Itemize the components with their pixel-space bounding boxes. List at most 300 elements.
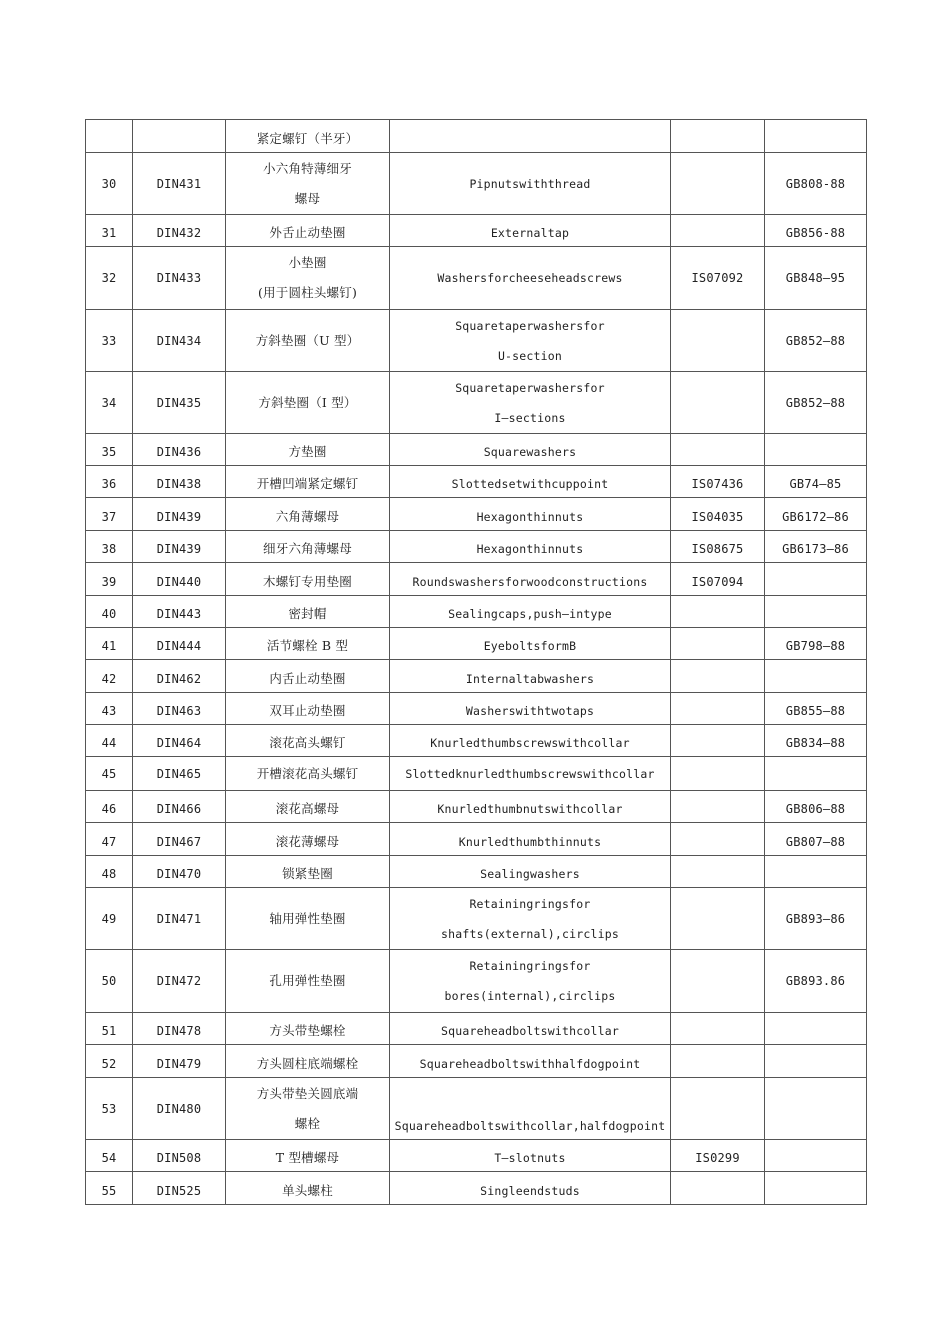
row-number-cell-line1: 47 — [101, 835, 117, 849]
english-name-cell-line1: Singleendstuds — [480, 1184, 580, 1198]
english-name-cell-line1: Squareheadboltswithhalfdogpoint — [419, 1057, 641, 1071]
iso-code-cell — [671, 628, 765, 660]
chinese-name-cell-line1: 开槽凹端紧定螺钉 — [256, 476, 359, 491]
chinese-name-cell — [226, 1045, 390, 1078]
english-name-cell — [390, 372, 671, 434]
english-name-cell — [390, 1078, 671, 1140]
english-name-cell — [390, 791, 671, 823]
row-number-cell-line1: 34 — [101, 395, 117, 410]
din-code-cell — [133, 791, 226, 823]
english-name-cell-line1: Knurledthumbscrewswithcollar — [430, 736, 630, 750]
table-row — [86, 791, 867, 823]
din-code-cell-line1: DIN443 — [156, 607, 202, 621]
english-name-cell-line1: Squaretaperwashersfor — [455, 318, 605, 333]
row-number-cell — [86, 434, 133, 466]
row-number-cell — [86, 791, 133, 823]
table-row — [86, 1045, 867, 1078]
din-code-cell — [133, 856, 226, 888]
table-row — [86, 120, 867, 153]
english-name-cell-line1: Slottedsetwithcuppoint — [451, 477, 609, 491]
gb-code-cell — [765, 153, 867, 215]
english-name-cell-line1: EyeboltsformB — [483, 639, 577, 653]
row-number-cell-line1: 49 — [101, 911, 117, 926]
gb-code-cell — [765, 757, 867, 791]
chinese-name-cell-line1: 开槽滚花高头螺钉 — [256, 765, 359, 781]
table-row — [86, 1172, 867, 1205]
din-code-cell-line1: DIN471 — [156, 911, 202, 926]
english-name-cell — [390, 120, 671, 153]
english-name-cell-line2: bores(internal),circlips — [444, 989, 616, 1003]
chinese-name-cell-line1: 活节螺栓 B 型 — [266, 638, 349, 653]
chinese-name-cell-line1: 单头螺柱 — [282, 1183, 333, 1198]
english-name-cell-line1: Hexagonthinnuts — [476, 542, 584, 556]
row-number-cell — [86, 950, 133, 1013]
english-name-cell-line1: Washerswithtwotaps — [465, 704, 595, 718]
iso-code-cell — [671, 1078, 765, 1140]
din-code-cell-line1: DIN431 — [156, 176, 202, 191]
table-row — [86, 1078, 867, 1140]
iso-code-cell — [671, 1140, 765, 1172]
row-number-cell-line1: 53 — [101, 1101, 117, 1116]
row-number-cell — [86, 628, 133, 660]
english-name-cell — [390, 856, 671, 888]
din-code-cell — [133, 434, 226, 466]
gb-code-cell-line1: GB856-88 — [785, 226, 846, 240]
iso-code-cell — [671, 1045, 765, 1078]
gb-code-cell-line1: GB893.86 — [785, 974, 846, 988]
english-name-cell-line1: Pipnutswiththread — [469, 176, 591, 191]
din-code-cell-line1: DIN433 — [156, 271, 202, 285]
din-code-cell — [133, 1078, 226, 1140]
chinese-name-cell — [226, 596, 390, 628]
row-number-cell-line1: 33 — [101, 333, 117, 348]
chinese-name-cell — [226, 120, 390, 153]
gb-code-cell-line1: GB848—95 — [785, 271, 846, 285]
chinese-name-cell — [226, 531, 390, 563]
gb-code-cell — [765, 372, 867, 434]
english-name-cell — [390, 1013, 671, 1045]
row-number-cell — [86, 153, 133, 215]
row-number-cell-line1: 52 — [101, 1057, 117, 1071]
iso-code-cell — [671, 153, 765, 215]
din-code-cell-line1: DIN444 — [156, 639, 202, 653]
english-name-cell-line1: Knurledthumbnutswithcollar — [437, 802, 623, 816]
gb-code-cell-line1: GB6173—86 — [782, 542, 849, 556]
chinese-name-cell — [226, 215, 390, 247]
row-number-cell — [86, 563, 133, 596]
english-name-cell — [390, 498, 671, 531]
english-name-cell-line1: Roundswashersforwoodconstructions — [412, 575, 648, 589]
chinese-name-cell — [226, 950, 390, 1013]
table-row — [86, 856, 867, 888]
row-number-cell — [86, 466, 133, 498]
english-name-cell — [390, 466, 671, 498]
row-number-cell-line1: 44 — [101, 736, 117, 750]
gb-code-cell — [765, 531, 867, 563]
iso-code-cell — [671, 215, 765, 247]
table-row — [86, 434, 867, 466]
english-name-cell — [390, 434, 671, 466]
chinese-name-cell-line1: 锁紧垫圈 — [282, 866, 333, 881]
table-row — [86, 153, 867, 215]
din-code-cell-line1: DIN435 — [156, 395, 202, 410]
iso-code-cell — [671, 1013, 765, 1045]
chinese-name-cell-line1: 六角薄螺母 — [275, 509, 340, 524]
gb-code-cell — [765, 563, 867, 596]
iso-code-cell — [671, 1172, 765, 1205]
table-row — [86, 693, 867, 725]
din-code-cell — [133, 1013, 226, 1045]
chinese-name-cell-line1: 滚花高螺母 — [275, 801, 340, 816]
row-number-cell — [86, 247, 133, 310]
gb-code-cell — [765, 725, 867, 757]
english-name-cell — [390, 693, 671, 725]
row-number-cell — [86, 1078, 133, 1140]
row-number-cell — [86, 1140, 133, 1172]
row-number-cell-line1: 46 — [101, 802, 117, 816]
gb-code-cell — [765, 1078, 867, 1140]
iso-code-cell — [671, 757, 765, 791]
din-code-cell-line1: DIN478 — [156, 1024, 202, 1038]
gb-code-cell — [765, 628, 867, 660]
chinese-name-cell — [226, 1013, 390, 1045]
row-number-cell-line1: 42 — [101, 672, 117, 686]
din-code-cell-line1: DIN440 — [156, 575, 202, 589]
din-code-cell-line1: DIN465 — [156, 766, 202, 781]
table-row — [86, 498, 867, 531]
gb-code-cell-line1: GB893—86 — [785, 911, 846, 926]
row-number-cell-line1: 48 — [101, 867, 117, 881]
english-name-cell-line2: I—sections — [494, 410, 566, 425]
gb-code-cell — [765, 1013, 867, 1045]
chinese-name-cell — [226, 725, 390, 757]
english-name-cell — [390, 153, 671, 215]
english-name-cell — [390, 310, 671, 372]
row-number-cell — [86, 1045, 133, 1078]
chinese-name-cell — [226, 1078, 390, 1140]
din-code-cell — [133, 823, 226, 856]
din-code-cell — [133, 153, 226, 215]
chinese-name-cell — [226, 791, 390, 823]
chinese-name-cell — [226, 757, 390, 791]
chinese-name-cell — [226, 1140, 390, 1172]
row-number-cell-line1: 41 — [101, 639, 117, 653]
gb-code-cell — [765, 823, 867, 856]
chinese-name-cell — [226, 660, 390, 693]
table-row — [86, 725, 867, 757]
din-code-cell-line1: DIN525 — [156, 1184, 202, 1198]
english-name-cell-line1: Sealingcaps,push—intype — [448, 607, 612, 621]
row-number-cell — [86, 531, 133, 563]
table-row — [86, 215, 867, 247]
table-row — [86, 247, 867, 310]
gb-code-cell-line1: GB74—85 — [789, 477, 842, 491]
table-row — [86, 372, 867, 434]
chinese-name-cell — [226, 628, 390, 660]
row-number-cell — [86, 372, 133, 434]
row-number-cell-line1: 39 — [101, 575, 117, 589]
gb-code-cell — [765, 310, 867, 372]
din-code-cell-line1: DIN439 — [156, 510, 202, 524]
iso-code-cell — [671, 856, 765, 888]
iso-code-cell — [671, 120, 765, 153]
english-name-cell — [390, 1045, 671, 1078]
chinese-name-cell-line1: 滚花薄螺母 — [275, 834, 340, 849]
chinese-name-cell-line1: T 型槽螺母 — [275, 1150, 340, 1165]
din-code-cell-line1: DIN479 — [156, 1057, 202, 1071]
table-body — [86, 120, 867, 1205]
row-number-cell-line1: 32 — [101, 271, 117, 285]
gb-code-cell — [765, 856, 867, 888]
english-name-cell-line1: Squareheadboltswithcollar,halfdogpoint — [394, 1119, 666, 1133]
english-name-cell-line1: Externaltap — [490, 226, 570, 240]
table-row — [86, 466, 867, 498]
chinese-name-cell-line1: 方头带垫螺栓 — [269, 1023, 346, 1038]
iso-code-cell — [671, 725, 765, 757]
english-name-cell-line1: Internaltabwashers — [465, 672, 595, 686]
chinese-name-cell — [226, 856, 390, 888]
gb-code-cell-line1: GB798—88 — [785, 639, 846, 653]
chinese-name-cell-line1: 密封帽 — [288, 606, 327, 621]
english-name-cell-line1: Retainingringsfor — [469, 896, 591, 911]
english-name-cell-line1: Hexagonthinnuts — [476, 510, 584, 524]
row-number-cell-line1: 36 — [101, 477, 117, 491]
din-code-cell — [133, 563, 226, 596]
english-name-cell-line1: T—slotnuts — [494, 1151, 566, 1165]
row-number-cell-line1: 51 — [101, 1024, 117, 1038]
chinese-name-cell — [226, 498, 390, 531]
table-row — [86, 563, 867, 596]
chinese-name-cell-line1: 方头带垫关圆底端 — [256, 1085, 359, 1101]
iso-code-cell-line1: IS0299 — [695, 1151, 740, 1165]
din-code-cell — [133, 757, 226, 791]
gb-code-cell — [765, 247, 867, 310]
row-number-cell-line1: 30 — [101, 176, 117, 191]
iso-code-cell — [671, 823, 765, 856]
english-name-cell — [390, 757, 671, 791]
din-code-cell-line1: DIN480 — [156, 1101, 202, 1116]
chinese-name-cell-line1: 小六角特薄细牙 — [263, 160, 352, 176]
din-code-cell — [133, 498, 226, 531]
iso-code-cell — [671, 434, 765, 466]
iso-code-cell — [671, 372, 765, 434]
row-number-cell-line1: 37 — [101, 510, 117, 524]
table-row — [86, 1140, 867, 1172]
iso-code-cell — [671, 466, 765, 498]
english-name-cell-line1: Washersforcheeseheadscrews — [437, 271, 623, 285]
din-code-cell-line1: DIN466 — [156, 802, 202, 816]
chinese-name-cell — [226, 823, 390, 856]
din-code-cell — [133, 693, 226, 725]
row-number-cell-line1: 40 — [101, 607, 117, 621]
row-number-cell-line1: 31 — [101, 226, 117, 240]
din-code-cell — [133, 247, 226, 310]
chinese-name-cell — [226, 434, 390, 466]
iso-code-cell — [671, 950, 765, 1013]
english-name-cell-line1: Squareheadboltswithcollar — [440, 1024, 620, 1038]
din-code-cell-line1: DIN470 — [156, 867, 202, 881]
iso-code-cell — [671, 596, 765, 628]
chinese-name-cell-line1: 双耳止动垫圈 — [269, 703, 346, 718]
din-code-cell-line1: DIN432 — [156, 226, 202, 240]
table-row — [86, 531, 867, 563]
row-number-cell — [86, 888, 133, 950]
gb-code-cell — [765, 215, 867, 247]
gb-code-cell — [765, 1172, 867, 1205]
row-number-cell-line1: 35 — [101, 445, 117, 459]
din-code-cell — [133, 660, 226, 693]
chinese-name-cell-line1: 小垫圈 — [288, 255, 327, 270]
din-code-cell — [133, 725, 226, 757]
gb-code-cell — [765, 660, 867, 693]
english-name-cell-line1: Slottedknurledthumbscrewswithcollar — [405, 766, 655, 781]
gb-code-cell — [765, 1045, 867, 1078]
gb-code-cell — [765, 466, 867, 498]
gb-code-cell — [765, 888, 867, 950]
chinese-name-cell-line2: 螺母 — [294, 190, 321, 206]
chinese-name-cell-line1: 方头圆柱底端螺栓 — [256, 1056, 359, 1071]
din-code-cell-line1: DIN436 — [156, 445, 202, 459]
din-code-cell-line1: DIN463 — [156, 704, 202, 718]
gb-code-cell — [765, 1140, 867, 1172]
din-code-cell — [133, 1172, 226, 1205]
din-code-cell-line1: DIN467 — [156, 835, 202, 849]
iso-code-cell — [671, 310, 765, 372]
iso-code-cell-line1: IS07436 — [691, 477, 744, 491]
din-code-cell-line1: DIN438 — [156, 477, 202, 491]
chinese-name-cell-line1: 方垫圈 — [288, 444, 327, 459]
row-number-cell-line1: 43 — [101, 704, 117, 718]
iso-code-cell-line1: IS04035 — [691, 510, 744, 524]
table-row — [86, 310, 867, 372]
table-row — [86, 596, 867, 628]
english-name-cell — [390, 725, 671, 757]
gb-code-cell-line1: GB834—88 — [785, 736, 846, 750]
english-name-cell — [390, 215, 671, 247]
iso-code-cell — [671, 498, 765, 531]
iso-code-cell — [671, 563, 765, 596]
chinese-name-cell-line2: 螺栓 — [294, 1115, 321, 1131]
chinese-name-cell-line1: 内舌止动垫圈 — [269, 671, 346, 686]
english-name-cell — [390, 888, 671, 950]
din-code-cell-line1: DIN462 — [156, 672, 202, 686]
chinese-name-cell — [226, 247, 390, 310]
iso-code-cell-line1: IS08675 — [691, 542, 744, 556]
chinese-name-cell — [226, 1172, 390, 1205]
row-number-cell — [86, 498, 133, 531]
chinese-name-cell — [226, 888, 390, 950]
chinese-name-cell-line1: 轴用弹性垫圈 — [269, 910, 346, 926]
din-code-cell — [133, 628, 226, 660]
gb-code-cell-line1: GB852—88 — [785, 333, 846, 348]
iso-code-cell — [671, 888, 765, 950]
chinese-name-cell-line1: 方斜垫圈（U 型） — [255, 332, 360, 348]
table-row — [86, 888, 867, 950]
row-number-cell-line1: 38 — [101, 542, 117, 556]
chinese-name-cell-line1: 外舌止动垫圈 — [269, 225, 346, 240]
row-number-cell — [86, 1172, 133, 1205]
gb-code-cell-line1: GB852—88 — [785, 395, 846, 410]
gb-code-cell — [765, 498, 867, 531]
row-number-cell — [86, 725, 133, 757]
english-name-cell — [390, 1172, 671, 1205]
row-number-cell-line1: 54 — [101, 1151, 117, 1165]
chinese-name-cell-line1: 紧定螺钉（半牙） — [256, 131, 359, 146]
din-code-cell — [133, 120, 226, 153]
english-name-cell — [390, 660, 671, 693]
english-name-cell — [390, 596, 671, 628]
row-number-cell — [86, 823, 133, 856]
iso-code-cell — [671, 693, 765, 725]
din-code-cell-line1: DIN434 — [156, 333, 202, 348]
din-code-cell — [133, 1140, 226, 1172]
din-code-cell — [133, 310, 226, 372]
english-name-cell-line1: Squarewashers — [483, 445, 577, 459]
english-name-cell — [390, 563, 671, 596]
din-code-cell — [133, 215, 226, 247]
iso-code-cell-line1: IS07094 — [691, 575, 744, 589]
english-name-cell — [390, 950, 671, 1013]
english-name-cell-line2: shafts(external),circlips — [440, 926, 620, 941]
row-number-cell — [86, 215, 133, 247]
chinese-name-cell-line1: 细牙六角薄螺母 — [263, 541, 352, 556]
table-row — [86, 628, 867, 660]
row-number-cell — [86, 757, 133, 791]
chinese-name-cell-line1: 木螺钉专用垫圈 — [263, 574, 352, 589]
row-number-cell — [86, 1013, 133, 1045]
row-number-cell — [86, 660, 133, 693]
english-name-cell-line1: Knurledthumbthinnuts — [458, 835, 602, 849]
chinese-name-cell — [226, 372, 390, 434]
fastener-standards-table — [85, 119, 867, 1205]
gb-code-cell — [765, 791, 867, 823]
gb-code-cell-line1: GB807—88 — [785, 835, 846, 849]
din-code-cell-line1: DIN439 — [156, 542, 202, 556]
chinese-name-cell — [226, 563, 390, 596]
row-number-cell-line1: 45 — [101, 766, 117, 781]
table-row — [86, 823, 867, 856]
din-code-cell — [133, 531, 226, 563]
gb-code-cell-line1: GB806—88 — [785, 802, 846, 816]
table-row — [86, 757, 867, 791]
row-number-cell — [86, 120, 133, 153]
iso-code-cell — [671, 660, 765, 693]
gb-code-cell — [765, 120, 867, 153]
english-name-cell-line2: U-section — [497, 348, 563, 363]
chinese-name-cell-line1: 滚花高头螺钉 — [269, 735, 346, 750]
english-name-cell — [390, 1140, 671, 1172]
table-row — [86, 1013, 867, 1045]
iso-code-cell-line1: IS07092 — [691, 271, 744, 285]
english-name-cell — [390, 628, 671, 660]
iso-code-cell — [671, 531, 765, 563]
din-code-cell — [133, 888, 226, 950]
english-name-cell-line1: Sealingwashers — [480, 867, 580, 881]
table-row — [86, 660, 867, 693]
chinese-name-cell — [226, 310, 390, 372]
table-row — [86, 950, 867, 1013]
row-number-cell-line1: 55 — [101, 1184, 117, 1198]
gb-code-cell — [765, 950, 867, 1013]
row-number-cell — [86, 856, 133, 888]
row-number-cell — [86, 310, 133, 372]
chinese-name-cell — [226, 153, 390, 215]
chinese-name-cell-line1: 方斜垫圈（I 型） — [258, 394, 357, 410]
row-number-cell-line1: 50 — [101, 974, 117, 988]
gb-code-cell-line1: GB855—88 — [785, 704, 846, 718]
din-code-cell-line1: DIN472 — [156, 974, 202, 988]
chinese-name-cell — [226, 693, 390, 725]
